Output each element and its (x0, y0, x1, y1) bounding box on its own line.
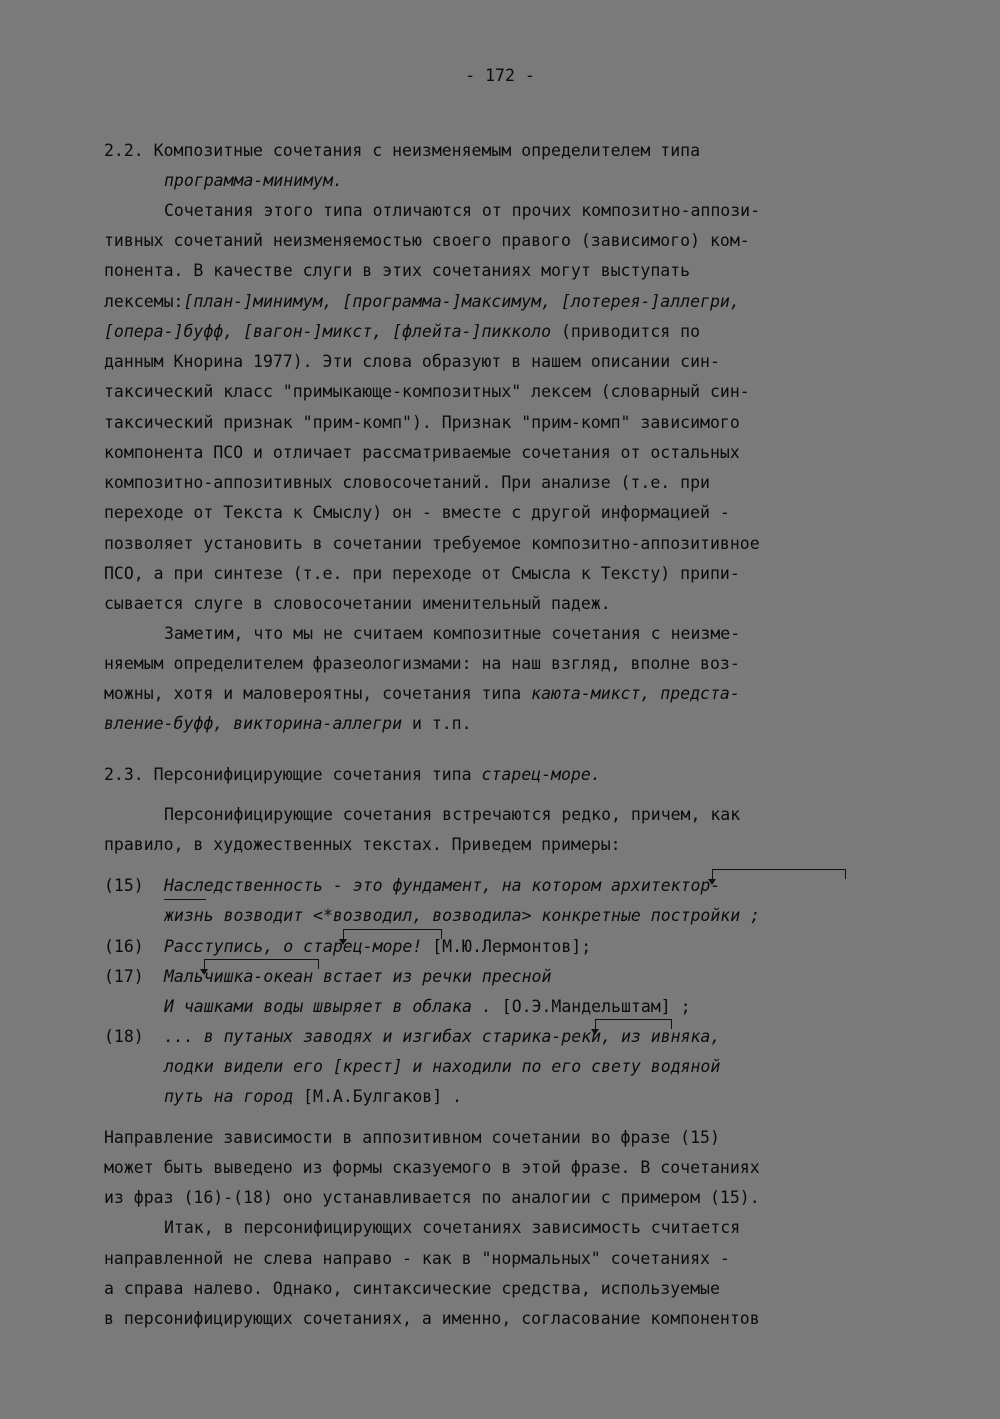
example-18-line2: лодки видели его [крест] и находили по его свету водяной (164, 1057, 721, 1076)
example-number-18: (18) (104, 1027, 144, 1046)
example-number-16: (16) (104, 937, 144, 956)
para1-line3: понента. В качестве слуги в этих сочетаниях могут выступать (104, 261, 691, 280)
dependency-arrow-17 (204, 959, 319, 969)
section-heading-2-2: 2.2. Композитные сочетания с неизменяемым определителем типа (104, 141, 701, 160)
example-15-line1: Наследственность - это фундамент, на котором архитектор- (164, 876, 721, 895)
para5-line2: направленной не слева направо - как в "нормальных" сочетаниях - (104, 1249, 730, 1268)
para1-line14: сывается слуге в словосочетании именительный падеж. (104, 594, 611, 613)
example-18-line3 (164, 1087, 462, 1107)
section-heading-2-2-example: программа-минимум. (164, 171, 343, 190)
para3-line2: правило, в художественных текстах. Приведем примеры: (104, 835, 621, 854)
para3-line1: Персонифицирующие сочетания встречаются редко, причем, как (164, 805, 741, 824)
example-18-source: [М.А.Булгаков] . (303, 1087, 463, 1106)
example-16-source: [М.Ю.Лермонтов]; (422, 937, 592, 956)
example-17-line1: Мальчишка-океан встает из речки пресной (164, 967, 552, 986)
para1-line11: переходе от Текста к Смыслу) он - вместе с другой информацией - (104, 503, 730, 522)
para1-line4-text: лексемы: (104, 292, 184, 311)
example-16-text: Расступись, о старец-море! (164, 937, 423, 956)
dependency-link-15 (164, 899, 206, 900)
dependency-arrow-15 (712, 869, 846, 879)
para1-line5-text: (приводится по (551, 322, 701, 341)
para1-line4 (104, 292, 740, 312)
para1-line5 (104, 322, 700, 342)
section-heading-2-3-example: старец-море. (481, 765, 601, 784)
page-number: - 172 - (465, 66, 535, 85)
para1-line5-examples: [опера-]буфф, [вагон-]микст, [флейта-]пикколо (104, 322, 552, 341)
para2-line4 (104, 714, 472, 734)
para1-line10: композитно-аппозитивных словосочетаний. При анализе (т.е. при (104, 473, 710, 492)
para2-line3 (104, 684, 740, 704)
para1-line6: данным Кнорина 1977). Эти слова образуют в нашем описании син- (104, 352, 720, 371)
dependency-arrow-16 (343, 929, 442, 939)
para4-line1: Направление зависимости в аппозитивном сочетании во фразе (15) (104, 1128, 720, 1147)
example-number-15: (15) (104, 876, 144, 895)
example-number-17: (17) (104, 967, 144, 986)
example-18-line1: ... в путаных заводях и изгибах старика-реки, из ивняка, (164, 1027, 721, 1046)
para5-line3: а справа налево. Однако, синтаксические средства, используемые (104, 1279, 720, 1298)
dependency-arrow-18 (595, 1019, 672, 1029)
para5-line1: Итак, в персонифицирующих сочетаниях зависимость считается (164, 1218, 741, 1237)
para1-line4-examples: [план-]минимум, [программа-]максимум, [лотерея-]аллегри, (183, 292, 740, 311)
para1-line9: компонента ПСО и отличает рассматриваемые сочетания от остальных (104, 443, 740, 462)
example-17-text: И чашками воды швыряет в облака . (164, 997, 502, 1016)
example-16-line (164, 937, 591, 957)
para1-line8: таксический признак "прим-комп"). Признак "прим-комп" зависимого (104, 413, 740, 432)
example-17-line2 (164, 997, 691, 1017)
para2-line4-examples: вление-буфф, викторина-аллегри (104, 714, 403, 733)
para2-line3-examples: каюта-микст, предста- (531, 684, 740, 703)
section-heading-2-3 (104, 765, 601, 785)
para2-line1: Заметим, что мы не считаем композитные сочетания с неизме- (164, 624, 741, 643)
para2-line4-text: и т.п. (402, 714, 472, 733)
para1-line7: таксический класс "примыкающе-композитных" лексем (словарный син- (104, 382, 750, 401)
section-heading-2-3-text: 2.3. Персонифицирующие сочетания типа (104, 765, 482, 784)
para4-line2: может быть выведено из формы сказуемого в этой фразе. В сочетаниях (104, 1158, 760, 1177)
para1-line12: позволяет установить в сочетании требуемое композитно-аппозитивное (104, 534, 760, 553)
para5-line4: в персонифицирующих сочетаниях, а именно, согласование компонентов (104, 1309, 760, 1328)
para4-line3: из фраз (16)-(18) оно устанавливается по аналогии с примером (15). (104, 1188, 760, 1207)
para1-line1: Сочетания этого типа отличаются от прочих композитно-аппози- (164, 201, 761, 220)
para2-line2: няемым определителем фразеологизмами: на наш взгляд, вполне воз- (104, 654, 740, 673)
example-17-source: [О.Э.Мандельштам] ; (501, 997, 691, 1016)
example-18-text: путь на город (164, 1087, 304, 1106)
para1-line2: тивных сочетаний неизменяемостью своего правого (зависимого) ком- (104, 231, 750, 250)
para1-line13: ПСО, а при синтезе (т.е. при переходе от Смысла к Тексту) припи- (104, 564, 740, 583)
example-15-line2: жизнь возводит <*возводил, возводила> конкретные постройки ; (164, 906, 761, 925)
para2-line3-text: можны, хотя и маловероятны, сочетания типа (104, 684, 532, 703)
